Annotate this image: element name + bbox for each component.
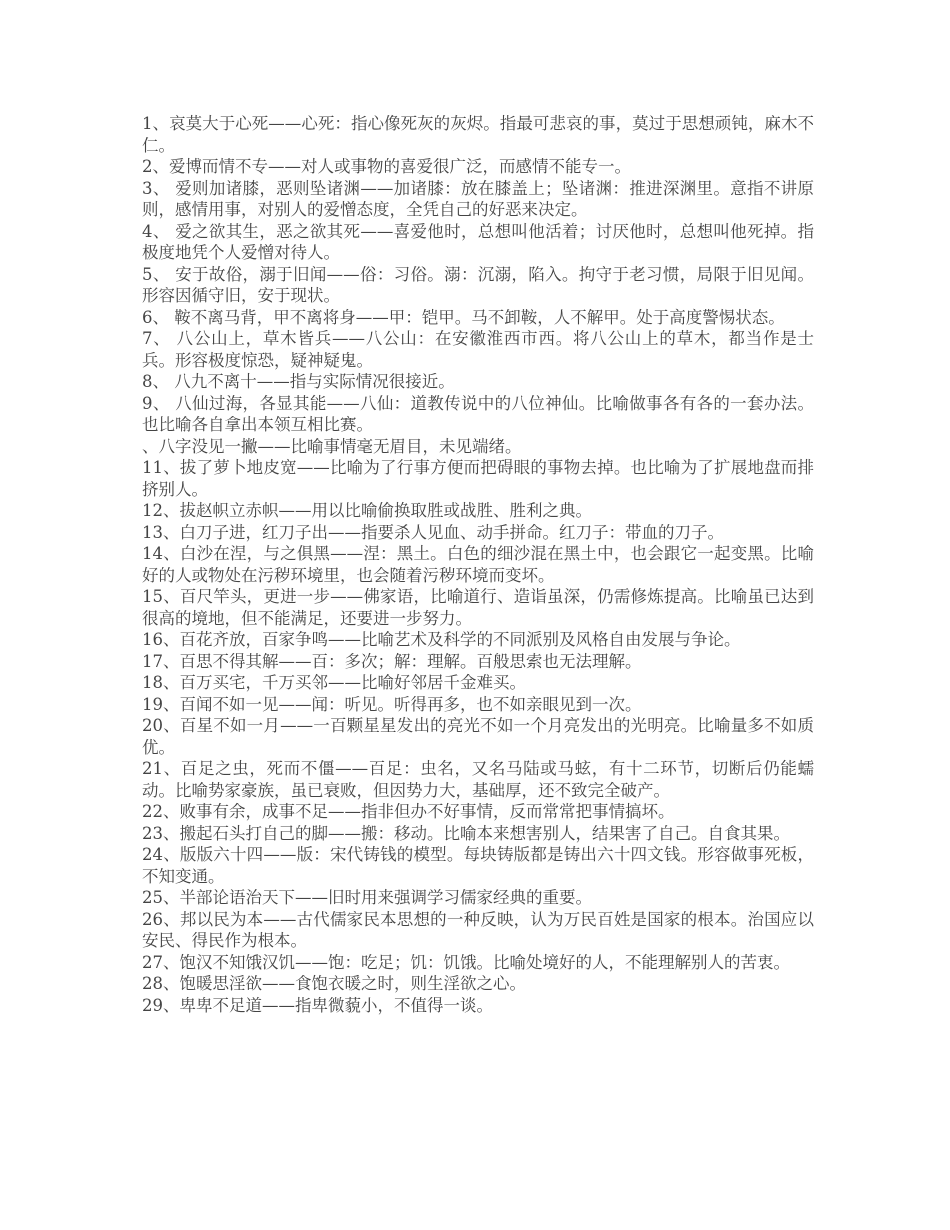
idiom-entry: 13、白刀子进，红刀子出——指要杀人见血、动手拼命。红刀子：带血的刀子。 bbox=[142, 522, 724, 542]
idiom-entry: 4、 爱之欲其生，恶之欲其死——喜爱他时，总想叫他活着；讨厌他时，总想叫他死掉。指极度地凭个人爱憎对待人。 bbox=[142, 221, 814, 262]
idiom-entry: 1、哀莫大于心死——心死：指心像死灰的灰烬。指最可悲哀的事，莫过于思想顽钝，麻木不仁。 bbox=[142, 114, 814, 155]
idiom-entry: 7、 八公山上，草木皆兵——八公山：在安徽淮西市西。将八公山上的草木，都当作是士兵。形容极度惊恐，疑神疑鬼。 bbox=[142, 329, 814, 370]
idiom-entry: 28、饱暖思淫欲——食饱衣暖之时，则生淫欲之心。 bbox=[142, 974, 526, 993]
idiom-entry: 27、饱汉不知饿汉饥——饱：吃足；饥：饥饿。比喻处境好的人，不能理解别人的苦衷。 bbox=[142, 952, 790, 972]
idiom-entry: 6、 鞍不离马背，甲不离将身——甲：铠甲。马不卸鞍，人不解甲。处于高度警惕状态。 bbox=[142, 307, 785, 327]
idiom-entry: 21、百足之虫，死而不僵——百足：虫名，又名马陆或马蚿，有十二环节，切断后仍能蠕动。比喻势家豪族，虽已衰败，但因势力大，基础厚，还不致完全破产。 bbox=[142, 759, 814, 800]
idiom-entry: 29、卑卑不足道——指卑微藐小，不值得一谈。 bbox=[142, 995, 493, 1015]
idiom-entry: 5、 安于故俗，溺于旧闻——俗：习俗。溺：沉溺，陷入。拘守于老习惯，局限于旧见闻。形容因循守旧，安于现状。 bbox=[142, 264, 814, 305]
idiom-entry: 17、百思不得其解——百：多次；解：理解。百般思索也无法理解。 bbox=[142, 651, 642, 671]
idiom-entry: 11、拔了萝卜地皮宽——比喻为了行事方便而把碍眼的事物去掉。也比喻为了扩展地盘而排挤别人。 bbox=[142, 458, 814, 499]
idiom-entry: 19、百闻不如一见——闻：听见。听得再多，也不如亲眼见到一次。 bbox=[142, 694, 642, 714]
idiom-entry: 18、百万买宅，千万买邻——比喻好邻居千金难买。 bbox=[142, 673, 526, 692]
idiom-entry: 23、搬起石头打自己的脚——搬：移动。比喻本来想害别人，结果害了自己。自食其果。 bbox=[142, 823, 790, 843]
idiom-entry: 15、百尺竿头，更进一步——佛家语，比喻道行、造诣虽深，仍需修炼提高。比喻虽已达到很高的境地，但不能满足，还要进一步努力。 bbox=[142, 587, 814, 628]
idiom-list bbox=[142, 113, 814, 1016]
idiom-entry: 14、白沙在涅，与之俱黑——涅：黑土。白色的细沙混在黑土中，也会跟它一起变黑。比喻好的人或物处在污秽环境里，也会随着污秽环境而变坏。 bbox=[142, 544, 814, 585]
idiom-entry: 12、拔赵帜立赤帜——用以比喻偷换取胜或战胜、胜利之典。 bbox=[142, 501, 592, 520]
idiom-entry: 9、 八仙过海，各显其能——八仙：道教传说中的八位神仙。比喻做事各有各的一套办法。也比喻各自拿出本领互相比赛。 bbox=[142, 393, 814, 434]
idiom-entry: 2、爱博而情不专——对人或事物的喜爱很广泛，而感情不能专一。 bbox=[142, 157, 631, 176]
idiom-entry: 16、百花齐放，百家争鸣——比喻艺术及科学的不同派别及风格自由发展与争论。 bbox=[142, 630, 741, 649]
idiom-entry: 3、 爱则加诸膝，恶则坠诸渊——加诸膝：放在膝盖上；坠诸渊：推进深渊里。意指不讲原则，感情用事，对别人的爱憎态度，全凭自己的好恶来决定。 bbox=[142, 178, 814, 219]
idiom-entry: 25、半部论语治天下——旧时用来强调学习儒家经典的重要。 bbox=[142, 888, 592, 907]
idiom-entry: 8、 八九不离十——指与实际情况很接近。 bbox=[142, 372, 455, 391]
idiom-entry: 、八字没见一撇——比喻事情毫无眉目，未见端绪。 bbox=[142, 436, 522, 456]
idiom-entry: 20、百星不如一月——一百颗星星发出的亮光不如一个月亮发出的光明亮。比喻量多不如质优。 bbox=[142, 716, 814, 757]
idiom-entry: 22、败事有余，成事不足——指非但办不好事情，反而常常把事情搞坏。 bbox=[142, 802, 675, 821]
idiom-entry: 24、版版六十四——版：宋代铸钱的模型。每块铸版都是铸出六十四文钱。形容做事死板，不知变通。 bbox=[142, 845, 814, 886]
idiom-entry: 26、邦以民为本——古代儒家民本思想的一种反映，认为万民百姓是国家的根本。治国应以安民、得民作为根本。 bbox=[142, 909, 814, 950]
